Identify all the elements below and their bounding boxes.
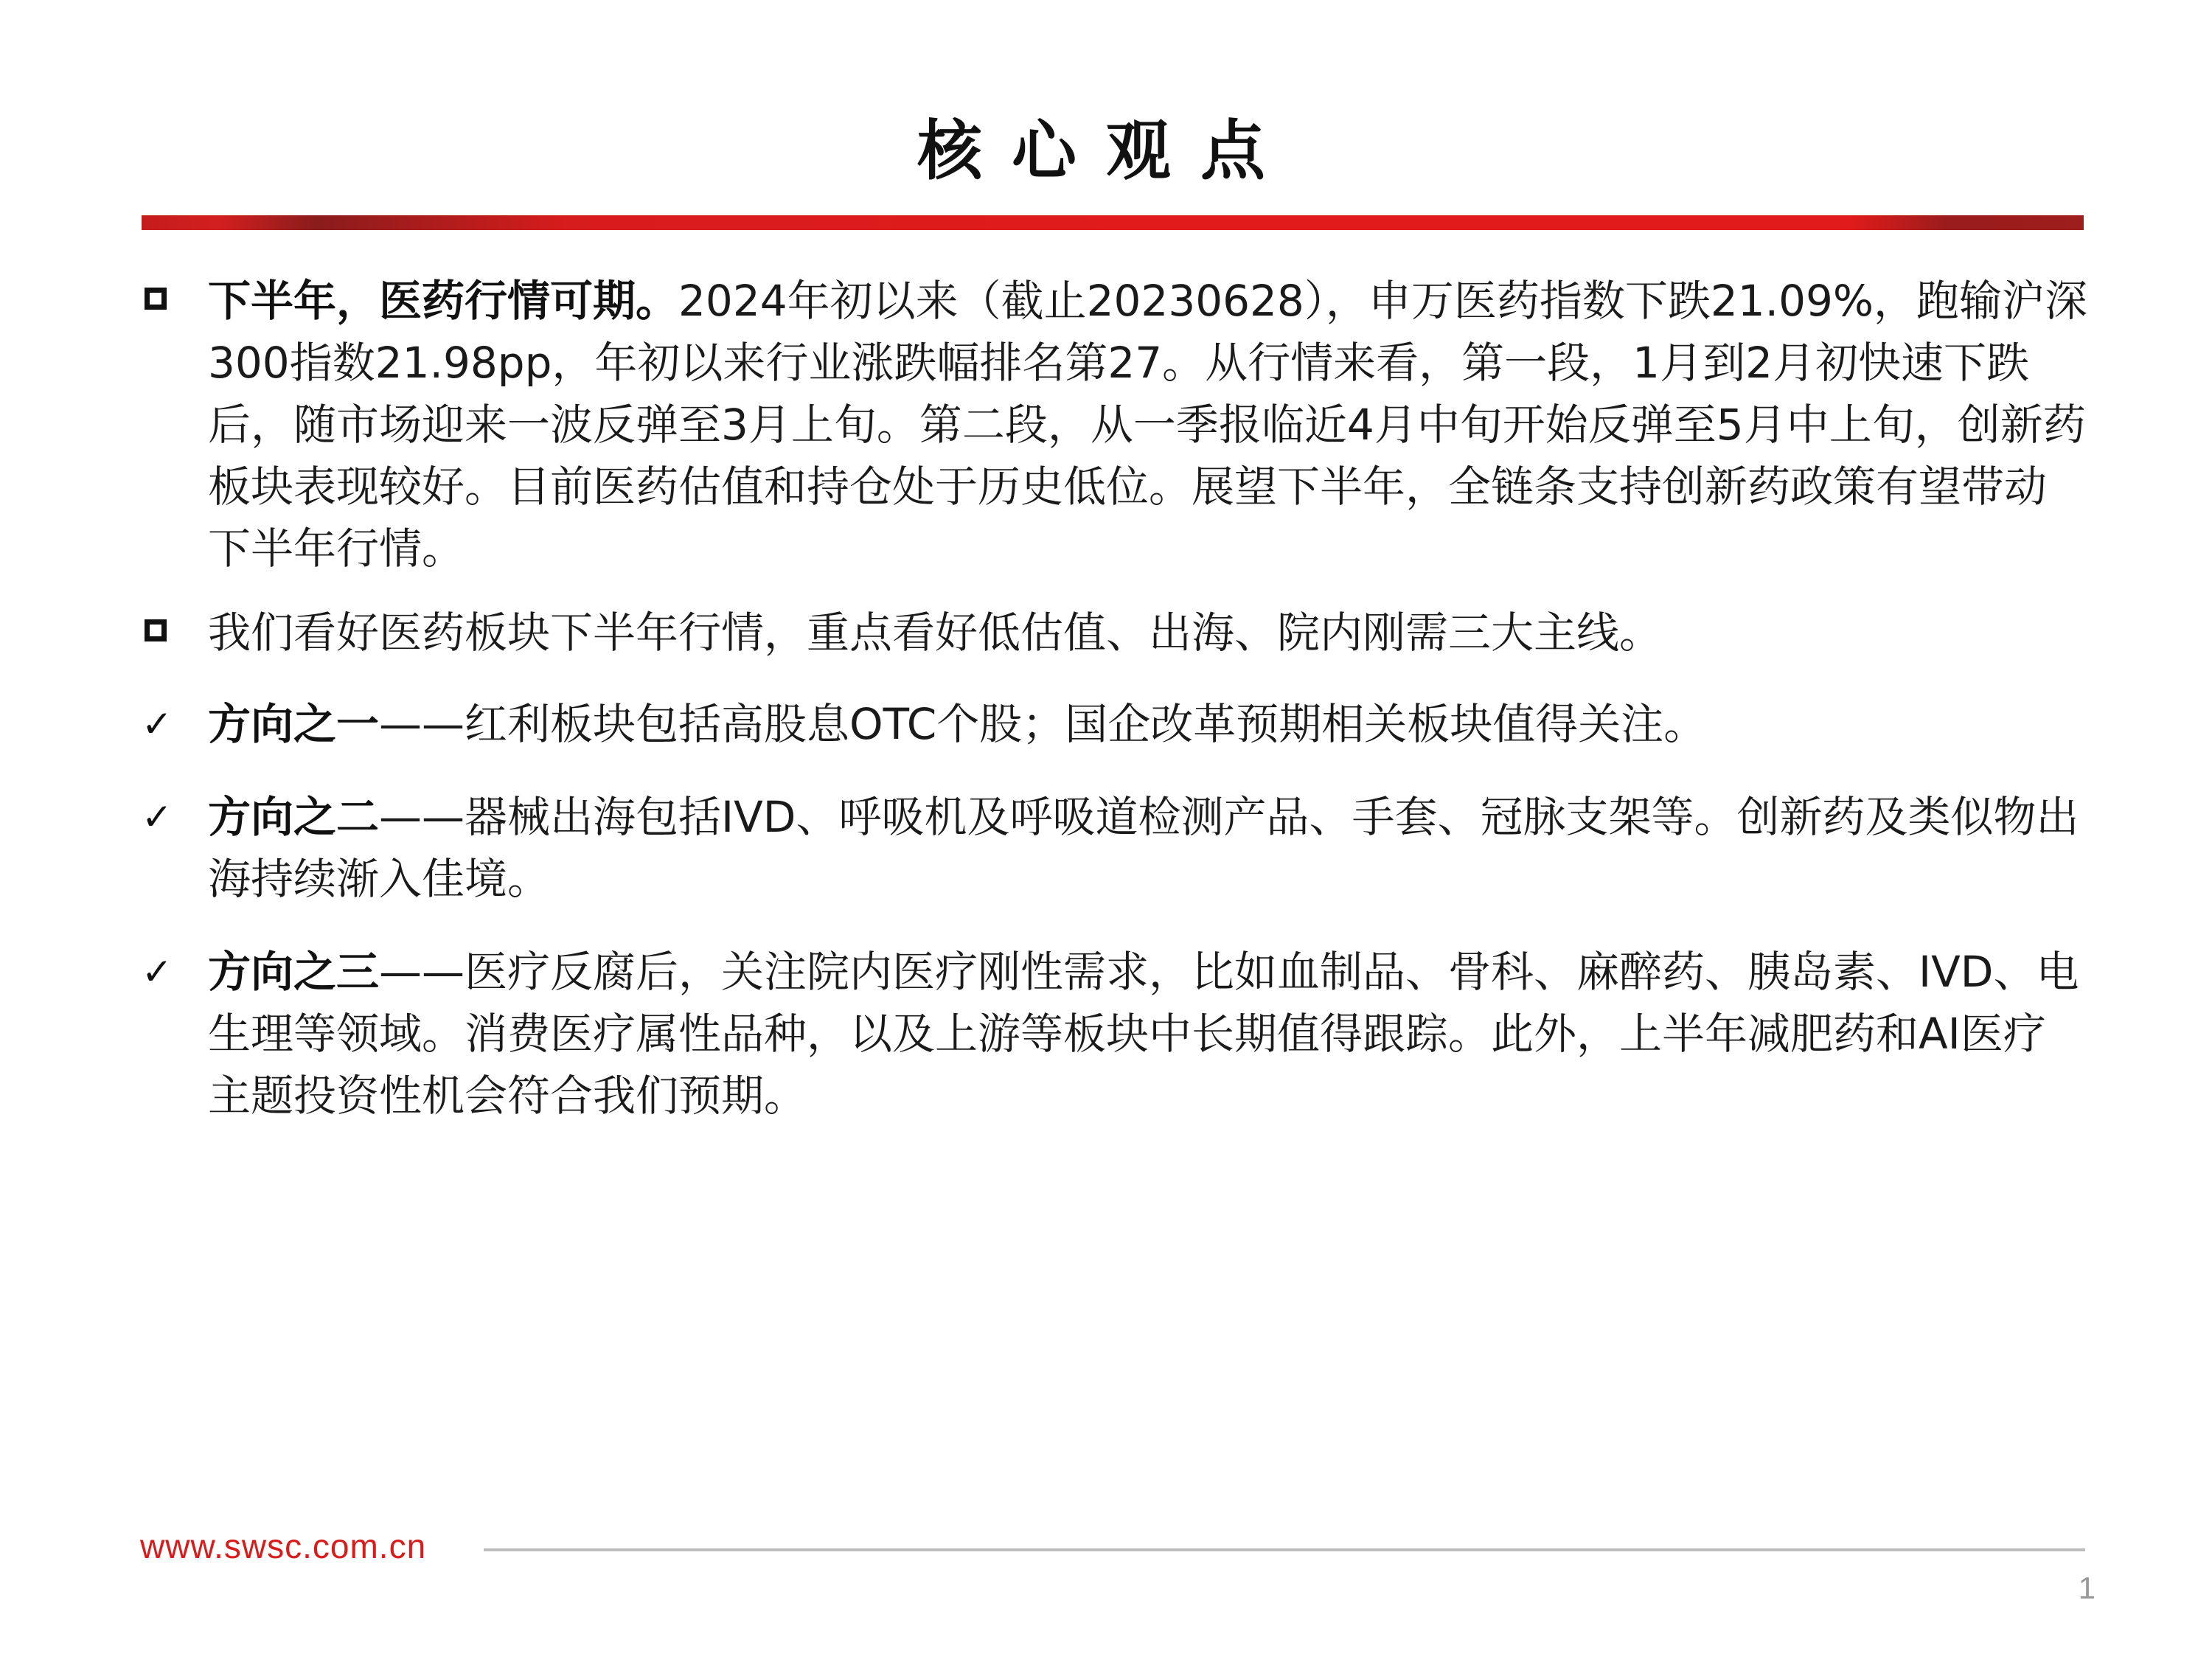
footer-website-link[interactable]: www.swsc.com.cn bbox=[140, 1527, 427, 1565]
direction-text: ——红利板块包括高股息OTC个股；国企改革预期相关板块值得关注。 bbox=[379, 699, 1707, 749]
direction-text: ——器械出海包括IVD、呼吸机及呼吸道检测产品、手套、冠脉支架等。创新药及类似物出海持续渐入佳境。 bbox=[208, 792, 2079, 904]
check-mark-icon: ✓ bbox=[142, 703, 173, 745]
direction-lead: 方向之三 bbox=[208, 947, 380, 997]
square-bullet-icon bbox=[142, 270, 186, 332]
check-mark-icon: ✓ bbox=[142, 796, 173, 838]
square-bullet-icon bbox=[142, 602, 186, 664]
direction-item-3 bbox=[142, 941, 2088, 1127]
direction-item-1 bbox=[142, 693, 2088, 755]
point-item-2 bbox=[142, 602, 2088, 664]
direction-lead: 方向之一 bbox=[208, 699, 380, 749]
point-text: 我们看好医药板块下半年行情，重点看好低估值、出海、院内刚需三大主线。 bbox=[208, 608, 1663, 658]
page-title: 核心观点 bbox=[917, 113, 1295, 189]
core-points-list bbox=[142, 265, 2088, 1127]
point-item-1 bbox=[142, 270, 2088, 580]
title-divider-bar bbox=[142, 215, 2084, 230]
direction-lead: 方向之二 bbox=[208, 792, 380, 842]
page-number: 1 bbox=[2078, 1571, 2096, 1605]
footer-divider bbox=[484, 1548, 2085, 1551]
point-lead: 下半年，医药行情可期。 bbox=[208, 276, 679, 326]
direction-text: ——医疗反腐后，关注院内医疗刚性需求，比如血制品、骨科、麻醉药、胰岛素、IVD、电生理等领域。消费医疗属性品种，以及上游等板块中长期值得跟踪。此外，上半年减肥药和AI医疗主题投资性机会符合我们预期。 bbox=[208, 947, 2079, 1121]
direction-item-2 bbox=[142, 786, 2088, 910]
check-mark-icon: ✓ bbox=[142, 950, 173, 993]
point-text: 2024年初以来（截止20230628），申万医药指数下跌21.09%，跑输沪深300指数21.98pp，年初以来行业涨跌幅排名第27。从行情来看，第一段，1月到2月初快速下跌后，随市场迎来一波反弹至3月上旬。第二段，从一季报临近4月中旬开始反弹至5月中上旬，创新药板块表现较好。目前医药估值和持仓处于历史低位。展望下半年，全链条支持创新药政策有望带动下半年行情。 bbox=[208, 276, 2087, 574]
